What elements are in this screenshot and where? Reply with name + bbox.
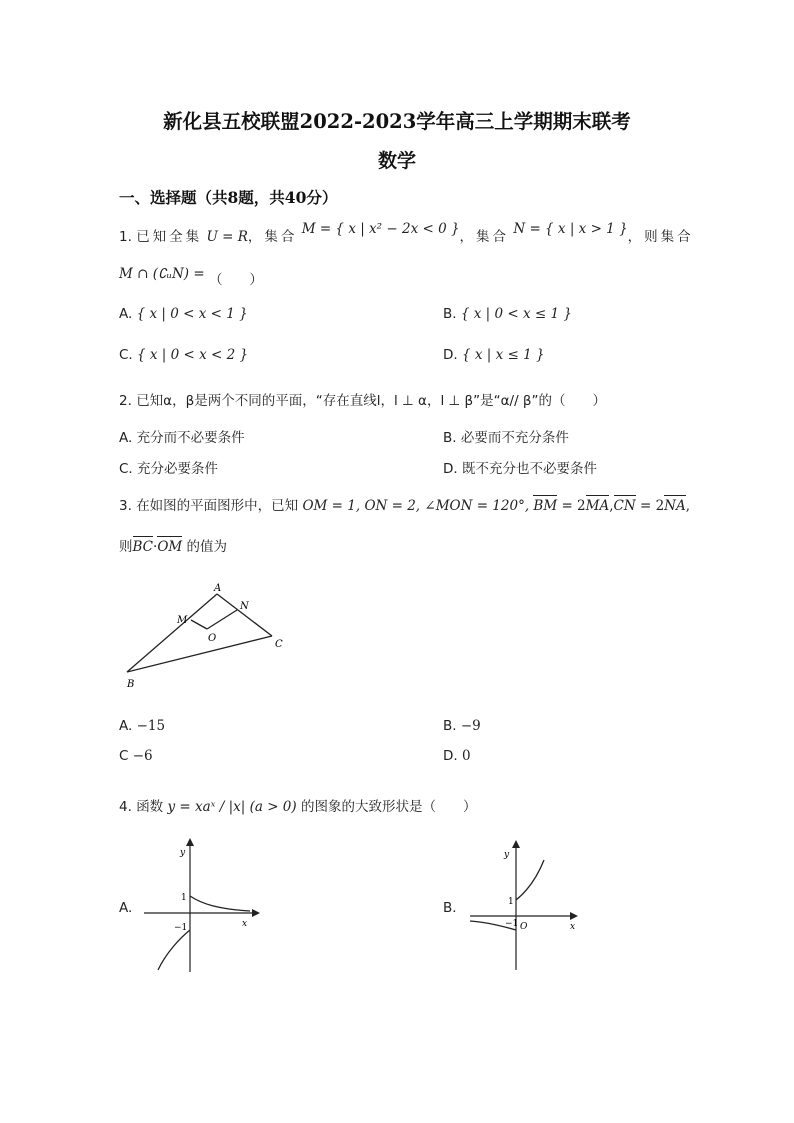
- q1-line2: [119, 262, 263, 288]
- vector-na: NA: [664, 498, 686, 514]
- y-axis-arrow: [186, 838, 194, 846]
- question-2: [119, 389, 606, 409]
- option-label: A.: [119, 306, 133, 322]
- q3-dot: ·: [153, 539, 158, 555]
- q3-eq1: = 2: [557, 498, 586, 514]
- q4-option-b-label[interactable]: B.: [443, 900, 457, 916]
- q3-text-b: 则: [119, 539, 133, 555]
- q2-option-a[interactable]: [119, 426, 245, 446]
- q3-option-d[interactable]: [443, 748, 471, 764]
- q3-text-a: 在如图的平面图形中，已知: [136, 498, 299, 514]
- q3-eq2: = 2: [635, 498, 665, 514]
- option-label: D.: [443, 461, 458, 477]
- q3-condition: OM = 1, ON = 2, ∠MON = 120°,: [302, 498, 530, 514]
- y-axis-label: y: [180, 848, 186, 858]
- label-c: C: [275, 639, 283, 650]
- option-label: D.: [443, 347, 458, 363]
- q2-number: 2.: [119, 393, 132, 409]
- q1-paren: （ ）: [208, 272, 263, 288]
- option-text: { x | 0 < x < 1 }: [136, 306, 248, 322]
- curve-positive-branch: [190, 896, 250, 911]
- q3-comma: ,: [609, 498, 614, 514]
- option-text: −9: [460, 718, 481, 734]
- q1-set-n: N = { x | x > 1 }: [513, 221, 628, 237]
- q4-option-a-label[interactable]: A.: [119, 900, 133, 916]
- tick-1: 1: [181, 893, 187, 903]
- option-label: A.: [119, 718, 133, 734]
- q4-graph-b: [466, 838, 591, 978]
- tick-neg-1: −1: [174, 923, 188, 933]
- q1-text-b: ，集合: [247, 229, 298, 245]
- q3-text-c: 的值为: [186, 539, 227, 555]
- q1-number: 1.: [119, 229, 132, 245]
- q3-option-c[interactable]: [119, 748, 153, 764]
- tick-1: 1: [508, 897, 514, 907]
- q1-text-c: ，集合: [459, 229, 510, 245]
- label-a: A: [214, 583, 222, 594]
- q1-option-a[interactable]: [119, 306, 248, 322]
- q4-text-b: 的图象的大致形状是（ ）: [300, 799, 477, 815]
- q1-expr: M ∩ (∁ᵤN) =: [119, 266, 205, 282]
- section-heading: 一、选择题（共8题，共40分）: [119, 188, 338, 207]
- q3-line2: [119, 535, 227, 555]
- q3-option-b[interactable]: [443, 718, 481, 734]
- q4-number: 4.: [119, 799, 132, 815]
- x-axis-label: x: [570, 922, 576, 932]
- subject-title: 数学: [377, 150, 416, 172]
- option-text: { x | 0 < x ≤ 1 }: [460, 306, 572, 322]
- option-text: 既不充分也不必要条件: [461, 461, 597, 477]
- label-o: O: [208, 633, 217, 644]
- q1-set-m: M = { x | x² − 2x < 0 }: [301, 221, 460, 237]
- q2-option-c[interactable]: [119, 457, 218, 477]
- q4-graph-a: [140, 838, 265, 978]
- curve-negative-branch: [158, 930, 190, 970]
- question-4: [119, 795, 476, 815]
- vector-bc: BC: [132, 539, 154, 555]
- y-axis-label: y: [504, 850, 510, 860]
- option-label: A.: [119, 430, 133, 446]
- q3-option-a[interactable]: [119, 718, 165, 734]
- option-text: 充分而不必要条件: [136, 430, 245, 446]
- q3-number: 3.: [119, 498, 132, 514]
- option-label: B.: [443, 306, 457, 322]
- option-label: B.: [443, 718, 457, 734]
- q2-option-d[interactable]: [443, 457, 597, 477]
- label-b: B: [127, 679, 135, 690]
- q1-text-a: 已知全集: [136, 229, 203, 245]
- option-text: 0: [461, 748, 471, 764]
- curve-positive-branch: [516, 860, 544, 900]
- q3-end: ,: [685, 498, 691, 514]
- vector-cn: CN: [613, 498, 636, 514]
- option-text: 必要而不充分条件: [460, 430, 569, 446]
- label-n: N: [240, 601, 249, 612]
- y-axis-arrow: [512, 840, 520, 848]
- x-axis-label: x: [242, 919, 248, 929]
- option-label: B.: [443, 430, 457, 446]
- option-text: { x | 0 < x < 2 }: [137, 347, 249, 363]
- segment-om: [191, 620, 207, 629]
- q1-option-d[interactable]: [443, 347, 545, 363]
- segment-on: [207, 610, 237, 629]
- option-text: −6: [132, 748, 153, 764]
- vector-bm: BM: [533, 498, 558, 514]
- question-3: [119, 494, 690, 514]
- q2-option-b[interactable]: [443, 426, 569, 446]
- option-label: D.: [443, 748, 458, 764]
- x-axis-arrow: [252, 909, 260, 917]
- option-label: C: [119, 748, 129, 764]
- x-axis-arrow: [570, 912, 578, 920]
- page-title: 新化县五校联盟2022-2023学年高三上学期期末联考: [163, 110, 631, 133]
- q4-text-a: 函数: [136, 799, 164, 815]
- q3-triangle-figure: [115, 580, 295, 695]
- vector-om: OM: [157, 539, 183, 555]
- q1-text-d: ，则集合: [627, 229, 694, 245]
- option-text: −15: [136, 718, 166, 734]
- option-label: C.: [119, 347, 133, 363]
- q2-text: 已知α，β是两个不同的平面，“存在直线l，l ⊥ α，l ⊥ β”是“α// β”的（ ）: [136, 393, 607, 409]
- q4-function: y = xaˣ / |x| (a > 0): [167, 799, 297, 815]
- vector-ma: MA: [585, 498, 610, 514]
- option-text: { x | x ≤ 1 }: [461, 347, 545, 363]
- origin-label: O: [520, 922, 528, 932]
- q1-option-c[interactable]: [119, 347, 248, 363]
- q1-universe: U = R: [206, 229, 248, 245]
- tick-neg-1: −1: [505, 919, 519, 929]
- question-1: [119, 221, 694, 245]
- q1-option-b[interactable]: [443, 306, 572, 322]
- option-text: 充分必要条件: [137, 461, 219, 477]
- option-label: C.: [119, 461, 133, 477]
- label-m: M: [177, 615, 188, 626]
